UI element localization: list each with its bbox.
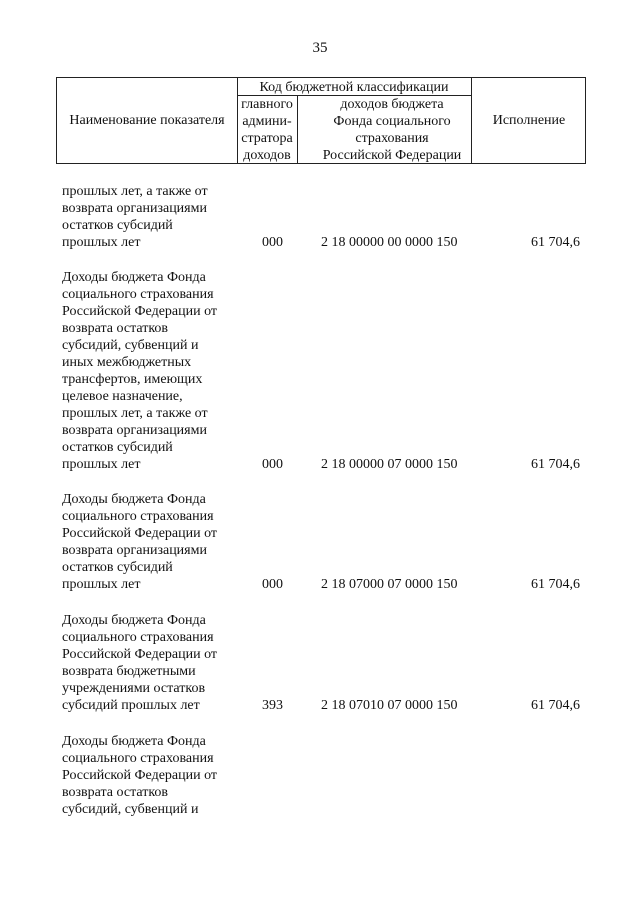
column-header-admin: главного админи- стратора доходов xyxy=(241,97,293,163)
row-name: Доходы бюджета Фонда социального страхования Российской Федерации от возврата остатков субсидий, субвенций и иных межбюджетных трансфертов, имеющих целевое назначение, прошлых лет, а также от возврата организациями остатков субсидий прошлых лет xyxy=(62,270,218,472)
row-name: Доходы бюджета Фонда социального страхования Российской Федерации от возврата бюджетными учреждениями остатков субсидий прошлых лет xyxy=(62,613,218,713)
header-divider xyxy=(297,95,298,163)
table-row xyxy=(0,612,640,714)
row-name: Доходы бюджета Фонда социального страхования Российской Федерации от возврата остатков субсидий, субвенций и xyxy=(62,734,218,817)
row-kbk-code: 2 18 00000 07 0000 150 xyxy=(321,457,458,472)
table-row xyxy=(0,491,640,593)
column-header-income: доходов бюджета Фонда социального страхования Российской Федерации xyxy=(322,97,462,163)
row-kbk-code: 2 18 07000 07 0000 150 xyxy=(321,577,458,592)
row-admin-code: 000 xyxy=(262,577,283,592)
row-amount: 61 704,6 xyxy=(531,577,580,592)
row-admin-code: 000 xyxy=(262,235,283,250)
row-name: Доходы бюджета Фонда социального страхования Российской Федерации от возврата организациями остатков субсидий прошлых лет xyxy=(62,492,218,592)
row-amount: 61 704,6 xyxy=(531,698,580,713)
row-admin-code: 393 xyxy=(262,698,283,713)
column-header-name: Наименование показателя xyxy=(69,113,225,128)
table-header xyxy=(56,77,586,164)
row-kbk-code: 2 18 00000 00 0000 150 xyxy=(321,235,458,250)
row-amount: 61 704,6 xyxy=(531,457,580,472)
column-header-code-group: Код бюджетной классификации xyxy=(259,80,449,95)
page-number: 35 xyxy=(312,40,328,56)
column-header-execution: Исполнение xyxy=(492,113,566,128)
table-row xyxy=(0,183,640,251)
table-row xyxy=(0,733,640,818)
row-kbk-code: 2 18 07010 07 0000 150 xyxy=(321,698,458,713)
table-row xyxy=(0,269,640,473)
row-name: прошлых лет, а также от возврата организациями остатков субсидий прошлых лет xyxy=(62,184,208,250)
row-admin-code: 000 xyxy=(262,457,283,472)
row-amount: 61 704,6 xyxy=(531,235,580,250)
